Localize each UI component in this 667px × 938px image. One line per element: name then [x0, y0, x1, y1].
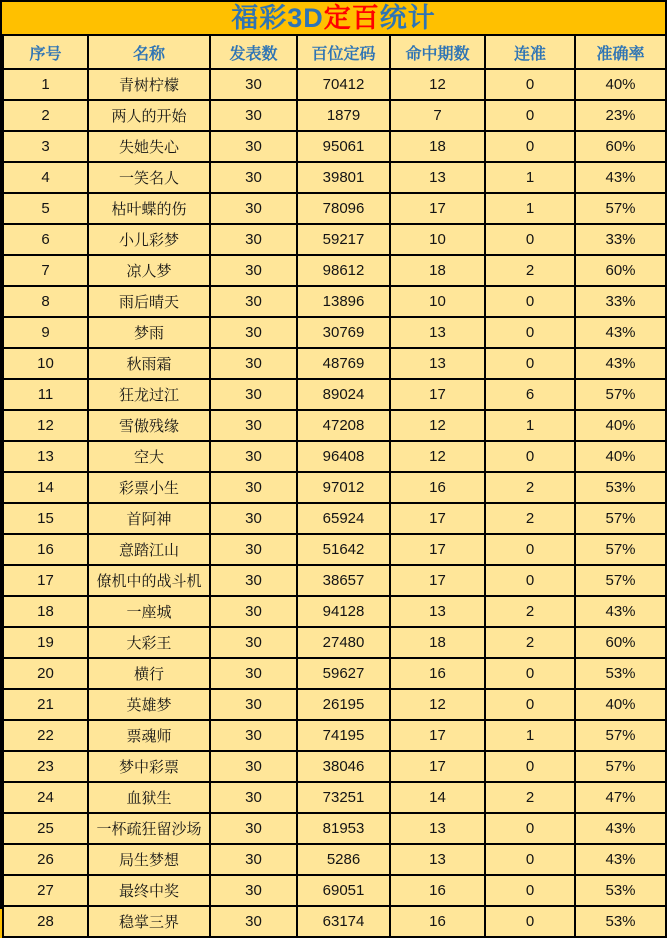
table-cell: 27: [3, 875, 88, 906]
table-cell: 3: [3, 131, 88, 162]
table-row: [3, 596, 666, 627]
table-row: [3, 410, 666, 441]
table-cell: 2: [485, 255, 575, 286]
table-row: [3, 224, 666, 255]
table-row: [3, 906, 666, 937]
table-cell: 60%: [575, 131, 666, 162]
table-cell: 枯叶蝶的伤: [88, 193, 210, 224]
table-cell: 18: [390, 627, 485, 658]
table-cell: 7: [3, 255, 88, 286]
table-cell: 53%: [575, 472, 666, 503]
table-cell: 小儿彩梦: [88, 224, 210, 255]
table-cell: 57%: [575, 751, 666, 782]
table-cell: 18: [3, 596, 88, 627]
table-cell: 6: [485, 379, 575, 410]
table-cell: 0: [485, 131, 575, 162]
table-cell: 17: [3, 565, 88, 596]
table-cell: 稳掌三界: [88, 906, 210, 937]
table-cell: 雪傲残缘: [88, 410, 210, 441]
table-cell: 53%: [575, 906, 666, 937]
table-cell: 0: [485, 875, 575, 906]
table-cell: 一座城: [88, 596, 210, 627]
table-cell: 14: [3, 472, 88, 503]
table-cell: 40%: [575, 441, 666, 472]
table-cell: 30: [210, 906, 297, 937]
table-row: [3, 875, 666, 906]
table-cell: 10: [3, 348, 88, 379]
table-cell: 10: [390, 224, 485, 255]
table-row: [3, 131, 666, 162]
table-cell: 5286: [297, 844, 390, 875]
table-cell: 16: [390, 875, 485, 906]
table-cell: 1: [485, 193, 575, 224]
table-cell: 94128: [297, 596, 390, 627]
table-cell: 30: [210, 596, 297, 627]
table-cell: 13: [390, 348, 485, 379]
table-cell: 47208: [297, 410, 390, 441]
table-cell: 89024: [297, 379, 390, 410]
header-row: [3, 35, 666, 69]
table-cell: 30: [210, 751, 297, 782]
table-cell: 19: [3, 627, 88, 658]
table-cell: 30: [210, 317, 297, 348]
table-row: [3, 565, 666, 596]
table-cell: 21: [3, 689, 88, 720]
table-cell: 0: [485, 348, 575, 379]
table-cell: 0: [485, 689, 575, 720]
table-cell: 票魂师: [88, 720, 210, 751]
table-cell: 0: [485, 100, 575, 131]
table-cell: 0: [485, 534, 575, 565]
table-cell: 梦雨: [88, 317, 210, 348]
table-cell: 43%: [575, 162, 666, 193]
table-cell: 30: [210, 844, 297, 875]
table-cell: 59217: [297, 224, 390, 255]
table-cell: 1: [485, 720, 575, 751]
table-row: [3, 627, 666, 658]
table-cell: 48769: [297, 348, 390, 379]
table-cell: 0: [485, 69, 575, 100]
table-cell: 2: [485, 503, 575, 534]
table-cell: 狂龙过江: [88, 379, 210, 410]
table-cell: 秋雨霜: [88, 348, 210, 379]
table-cell: 43%: [575, 596, 666, 627]
table-cell: 24: [3, 782, 88, 813]
table-cell: 96408: [297, 441, 390, 472]
table-cell: 74195: [297, 720, 390, 751]
table-cell: 40%: [575, 69, 666, 100]
table-cell: 7: [390, 100, 485, 131]
table-cell: 12: [390, 689, 485, 720]
table-cell: 30: [210, 782, 297, 813]
table-cell: 60%: [575, 255, 666, 286]
table-cell: 9: [3, 317, 88, 348]
table-row: [3, 348, 666, 379]
title-segment-blue-2: 统计: [379, 3, 436, 33]
table-cell: 梦中彩票: [88, 751, 210, 782]
table-cell: 26195: [297, 689, 390, 720]
table-cell: 雨后晴天: [88, 286, 210, 317]
table-cell: 12: [3, 410, 88, 441]
table-cell: 30: [210, 410, 297, 441]
table-cell: 30: [210, 813, 297, 844]
table-cell: 17: [390, 751, 485, 782]
table-cell: 0: [485, 317, 575, 348]
table-cell: 0: [485, 658, 575, 689]
table-cell: 18: [390, 255, 485, 286]
table-cell: 98612: [297, 255, 390, 286]
table-cell: 横行: [88, 658, 210, 689]
table-row: [3, 69, 666, 100]
table-cell: 30: [210, 720, 297, 751]
table-cell: 63174: [297, 906, 390, 937]
table-cell: 17: [390, 193, 485, 224]
table-cell: 30769: [297, 317, 390, 348]
table-cell: 40%: [575, 689, 666, 720]
table-body: [3, 69, 666, 937]
table-cell: 65924: [297, 503, 390, 534]
table-cell: 81953: [297, 813, 390, 844]
table-cell: 一笑名人: [88, 162, 210, 193]
table-cell: 17: [390, 379, 485, 410]
table-cell: 30: [210, 658, 297, 689]
table-cell: 11: [3, 379, 88, 410]
table-cell: 30: [210, 286, 297, 317]
table-cell: 1: [485, 162, 575, 193]
table-cell: 12: [390, 441, 485, 472]
table-cell: 首阿神: [88, 503, 210, 534]
table-cell: 59627: [297, 658, 390, 689]
table-cell: 2: [485, 472, 575, 503]
column-header-1: 名称: [88, 35, 210, 69]
table-cell: 16: [390, 472, 485, 503]
table-cell: 22: [3, 720, 88, 751]
table-cell: 69051: [297, 875, 390, 906]
table-row: [3, 813, 666, 844]
table-cell: 57%: [575, 379, 666, 410]
table-cell: 0: [485, 751, 575, 782]
page-title: [2, 2, 665, 34]
table-cell: 57%: [575, 503, 666, 534]
table-cell: 30: [210, 534, 297, 565]
table-cell: 30: [210, 255, 297, 286]
table-row: [3, 379, 666, 410]
table-cell: 51642: [297, 534, 390, 565]
table-cell: 95061: [297, 131, 390, 162]
table-cell: 47%: [575, 782, 666, 813]
table-row: [3, 720, 666, 751]
table-cell: 43%: [575, 348, 666, 379]
table-cell: 30: [210, 162, 297, 193]
table-cell: 僚机中的战斗机: [88, 565, 210, 596]
table-row: [3, 534, 666, 565]
table-cell: 12: [390, 410, 485, 441]
table-cell: 30: [210, 565, 297, 596]
table-cell: 17: [390, 565, 485, 596]
table-cell: 一杯疏狂留沙场: [88, 813, 210, 844]
table-cell: 30: [210, 131, 297, 162]
table-cell: 0: [485, 286, 575, 317]
title-segment-red: 定百: [323, 3, 380, 33]
table-cell: 30: [210, 224, 297, 255]
table-cell: 73251: [297, 782, 390, 813]
table-cell: 13896: [297, 286, 390, 317]
table-cell: 38046: [297, 751, 390, 782]
table-row: [3, 286, 666, 317]
table-cell: 53%: [575, 658, 666, 689]
table-cell: 16: [390, 658, 485, 689]
table-cell: 17: [390, 503, 485, 534]
table-cell: 彩票小生: [88, 472, 210, 503]
table-cell: 局生梦想: [88, 844, 210, 875]
table-cell: 1: [485, 410, 575, 441]
table-cell: 意踏江山: [88, 534, 210, 565]
table-row: [3, 503, 666, 534]
table-row: [3, 782, 666, 813]
table-cell: 英雄梦: [88, 689, 210, 720]
table-cell: 28: [3, 906, 88, 937]
table-cell: 12: [390, 69, 485, 100]
table-cell: 25: [3, 813, 88, 844]
table-cell: 青树柠檬: [88, 69, 210, 100]
table-cell: 凉人梦: [88, 255, 210, 286]
table-cell: 2: [485, 782, 575, 813]
table-row: [3, 751, 666, 782]
table-cell: 5: [3, 193, 88, 224]
table-cell: 23: [3, 751, 88, 782]
table-cell: 33%: [575, 224, 666, 255]
table-cell: 33%: [575, 286, 666, 317]
table-cell: 57%: [575, 720, 666, 751]
table-cell: 10: [390, 286, 485, 317]
table-cell: 1879: [297, 100, 390, 131]
table-cell: 30: [210, 441, 297, 472]
column-header-5: 连准: [485, 35, 575, 69]
column-header-4: 命中期数: [390, 35, 485, 69]
table-cell: 30: [210, 193, 297, 224]
table-cell: 30: [210, 472, 297, 503]
table-row: [3, 472, 666, 503]
table-cell: 18: [390, 131, 485, 162]
table-cell: 16: [3, 534, 88, 565]
column-header-0: 序号: [3, 35, 88, 69]
table-cell: 40%: [575, 410, 666, 441]
table-cell: 15: [3, 503, 88, 534]
table-cell: 70412: [297, 69, 390, 100]
table-cell: 30: [210, 875, 297, 906]
table-cell: 2: [485, 596, 575, 627]
table-cell: 43%: [575, 813, 666, 844]
table-cell: 2: [3, 100, 88, 131]
table-cell: 57%: [575, 565, 666, 596]
table-row: [3, 844, 666, 875]
table-row: [3, 689, 666, 720]
table-cell: 38657: [297, 565, 390, 596]
table-cell: 78096: [297, 193, 390, 224]
table-cell: 2: [485, 627, 575, 658]
table-cell: 1: [3, 69, 88, 100]
table-cell: 27480: [297, 627, 390, 658]
table-cell: 20: [3, 658, 88, 689]
table-cell: 26: [3, 844, 88, 875]
table-cell: 失她失心: [88, 131, 210, 162]
table-cell: 43%: [575, 844, 666, 875]
table-cell: 空大: [88, 441, 210, 472]
table-cell: 30: [210, 503, 297, 534]
table-cell: 两人的开始: [88, 100, 210, 131]
table-cell: 43%: [575, 317, 666, 348]
table-cell: 57%: [575, 193, 666, 224]
table-cell: 23%: [575, 100, 666, 131]
table-cell: 0: [485, 224, 575, 255]
table-cell: 30: [210, 627, 297, 658]
table-cell: 14: [390, 782, 485, 813]
table-row: [3, 100, 666, 131]
stats-table: [2, 34, 667, 938]
column-header-3: 百位定码: [297, 35, 390, 69]
table-cell: 8: [3, 286, 88, 317]
column-header-2: 发表数: [210, 35, 297, 69]
title-segment-blue-1: 福彩3D: [231, 3, 324, 33]
table-cell: 39801: [297, 162, 390, 193]
table-cell: 13: [390, 162, 485, 193]
table-cell: 0: [485, 441, 575, 472]
table-row: [3, 317, 666, 348]
table-row: [3, 162, 666, 193]
table-cell: 0: [485, 844, 575, 875]
table-cell: 13: [390, 596, 485, 627]
table-cell: 4: [3, 162, 88, 193]
table-cell: 17: [390, 720, 485, 751]
table-cell: 0: [485, 906, 575, 937]
table-cell: 53%: [575, 875, 666, 906]
table-cell: 最终中奖: [88, 875, 210, 906]
table-cell: 30: [210, 348, 297, 379]
table-cell: 57%: [575, 534, 666, 565]
table-cell: 30: [210, 100, 297, 131]
table-row: [3, 255, 666, 286]
table-cell: 6: [3, 224, 88, 255]
table-cell: 13: [390, 317, 485, 348]
table-cell: 大彩王: [88, 627, 210, 658]
table-cell: 13: [390, 844, 485, 875]
table-row: [3, 658, 666, 689]
table-cell: 16: [390, 906, 485, 937]
table-cell: 0: [485, 813, 575, 844]
table-cell: 0: [485, 565, 575, 596]
table-cell: 30: [210, 689, 297, 720]
table-row: [3, 193, 666, 224]
column-header-6: 准确率: [575, 35, 666, 69]
table-cell: 17: [390, 534, 485, 565]
table-cell: 30: [210, 379, 297, 410]
table-cell: 血狱生: [88, 782, 210, 813]
table-row: [3, 441, 666, 472]
table-cell: 97012: [297, 472, 390, 503]
table-cell: 30: [210, 69, 297, 100]
table-cell: 13: [3, 441, 88, 472]
table-cell: 60%: [575, 627, 666, 658]
table-cell: 13: [390, 813, 485, 844]
